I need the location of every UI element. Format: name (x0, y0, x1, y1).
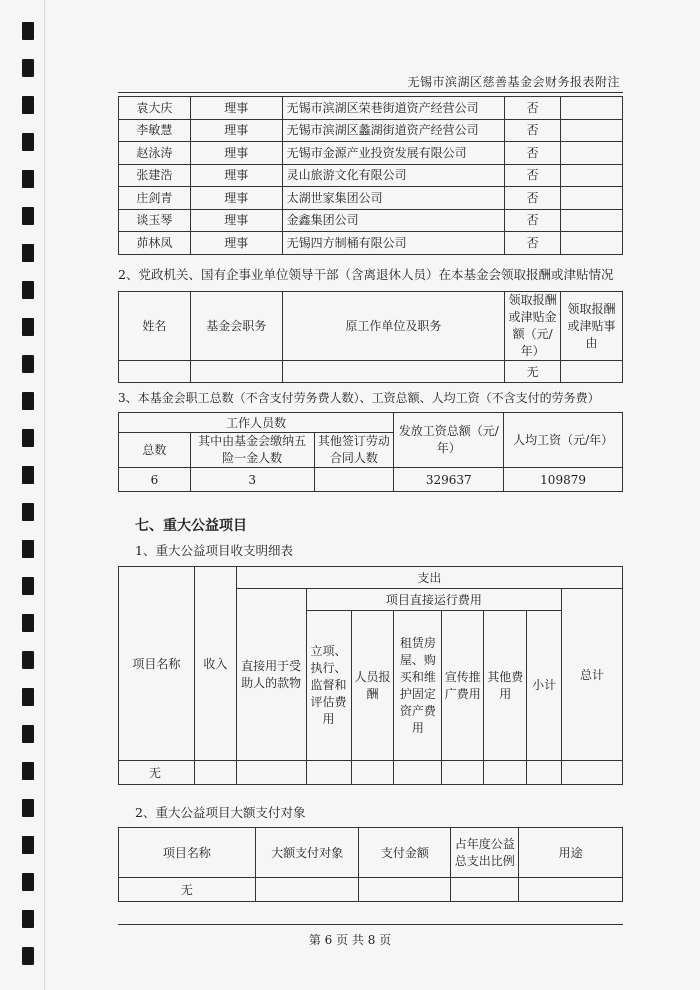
col-promotion: 宣传推广费用 (442, 611, 484, 761)
table-cell: 李敏慧 (119, 119, 191, 142)
binding-ring (22, 355, 34, 373)
table-row (119, 164, 623, 187)
binding-ring (22, 651, 34, 669)
table-cell: 无锡市滨湖区荣巷街道资产经营公司 (282, 97, 505, 120)
expense-header: 支出 (236, 567, 622, 589)
staff-insured-value: 3 (190, 468, 314, 492)
col-position: 基金会职务 (190, 292, 282, 361)
binding-ring (22, 762, 34, 780)
footer-rule (118, 924, 623, 925)
table-cell (561, 97, 623, 120)
binding-ring (22, 244, 34, 262)
binding-ring (22, 466, 34, 484)
col2-project-name: 项目名称 (119, 828, 256, 878)
binding-edge (44, 0, 45, 990)
table-cell: 赵泳涛 (119, 142, 191, 165)
table-row (119, 187, 623, 210)
col2-payee: 大额支付对象 (255, 828, 359, 878)
binding-ring (22, 540, 34, 558)
col-pay-amount: 领取报酬或津贴金额（元/年） (505, 292, 561, 361)
project-name-value: 无 (119, 761, 195, 785)
binding-ring (22, 170, 34, 188)
wage-total-value: 329637 (394, 468, 504, 492)
binding-ring (22, 503, 34, 521)
officials-pay-table (118, 291, 623, 383)
table-cell: 无锡市金源产业投资发展有限公司 (282, 142, 505, 165)
binding-ring (22, 429, 34, 447)
binding-ring (22, 836, 34, 854)
col2-amount: 支付金额 (359, 828, 451, 878)
section3-heading: 3、本基金会职工总数（不含支付劳务费人数）、工资总额、人均工资（不含支付的劳务费） (118, 391, 600, 405)
table-cell: 否 (505, 142, 561, 165)
section7-heading: 七、重大公益项目 (135, 518, 247, 534)
table-cell (561, 232, 623, 255)
staff-wage-table (118, 412, 623, 492)
col-staff-total: 总数 (119, 433, 191, 468)
page-header: 无锡市滨湖区慈善基金会财务报表附注 (407, 75, 620, 89)
col-pay-reason: 领取报酬或津贴事由 (561, 292, 623, 361)
col-staff-insured: 其中由基金会缴纳五险一金人数 (190, 433, 314, 468)
table-cell (561, 209, 623, 232)
col2-ratio: 占年度公益总支出比例 (451, 828, 519, 878)
table-cell: 袁大庆 (119, 97, 191, 120)
table-row (119, 209, 623, 232)
col-grand-total: 总计 (562, 589, 623, 761)
binding-ring (22, 318, 34, 336)
col-income: 收入 (194, 567, 236, 761)
staff-count-header: 工作人员数 (119, 413, 394, 433)
table-cell: 否 (505, 164, 561, 187)
section2-heading: 2、党政机关、国有企事业单位领导干部（含离退休人员）在本基金会领取报酬或津贴情况 (118, 267, 614, 282)
table-cell: 理事 (190, 142, 282, 165)
binding-ring (22, 133, 34, 151)
table-cell (561, 187, 623, 210)
table-cell: 庄剑青 (119, 187, 191, 210)
table-cell: 否 (505, 209, 561, 232)
table-cell: 无锡四方制桶有限公司 (282, 232, 505, 255)
table-cell: 理事 (190, 232, 282, 255)
binding-ring (22, 947, 34, 965)
col-original-unit: 原工作单位及职务 (282, 292, 504, 361)
table-cell: 否 (505, 119, 561, 142)
payment-project-value: 无 (119, 878, 256, 902)
table-cell: 灵山旅游文化有限公司 (282, 164, 505, 187)
page-footer: 第 6 页 共 8 页 (308, 933, 392, 947)
binding-ring (22, 22, 34, 40)
binding-ring (22, 799, 34, 817)
table-cell: 理事 (190, 97, 282, 120)
binding-ring (22, 614, 34, 632)
binding-ring (22, 873, 34, 891)
col-subtotal: 小计 (527, 611, 562, 761)
wage-avg-value: 109879 (504, 468, 623, 492)
col-rent-asset: 租赁房屋、购买和维护固定资产费用 (394, 611, 442, 761)
table-cell: 否 (505, 232, 561, 255)
binding-ring (22, 281, 34, 299)
table-cell (561, 119, 623, 142)
section7-sub2: 2、重大公益项目大额支付对象 (135, 805, 306, 820)
table-cell (561, 164, 623, 187)
col-staff-contract: 其他签订劳动合同人数 (314, 433, 394, 468)
table-cell (561, 142, 623, 165)
col-name: 姓名 (119, 292, 191, 361)
large-payment-table (118, 827, 623, 902)
table-cell: 否 (505, 187, 561, 210)
binding-ring (22, 725, 34, 743)
spiral-binding (0, 0, 46, 990)
table-cell: 金鑫集团公司 (282, 209, 505, 232)
table-cell: 否 (505, 97, 561, 120)
col-direct-aid: 直接用于受助人的款物 (236, 589, 306, 761)
pay-amount-value: 无 (505, 361, 561, 383)
binding-ring (22, 392, 34, 410)
binding-ring (22, 910, 34, 928)
project-finance-table (118, 566, 623, 785)
col-wage-total: 发放工资总额（元/年） (394, 413, 504, 468)
binding-ring (22, 577, 34, 595)
table-cell: 张建浩 (119, 164, 191, 187)
col-other-cost: 其他费用 (484, 611, 527, 761)
binding-ring (22, 688, 34, 706)
col-wage-avg: 人均工资（元/年） (504, 413, 623, 468)
staff-total-value: 6 (119, 468, 191, 492)
table-cell: 无锡市滨湖区蠡湖街道资产经营公司 (282, 119, 505, 142)
table-cell: 谈玉琴 (119, 209, 191, 232)
table-cell: 理事 (190, 164, 282, 187)
direct-cost-header: 项目直接运行费用 (306, 589, 562, 611)
table-row (119, 142, 623, 165)
table-cell: 太湖世家集团公司 (282, 187, 505, 210)
table-cell: 理事 (190, 119, 282, 142)
col2-use: 用途 (519, 828, 623, 878)
section7-sub1: 1、重大公益项目收支明细表 (135, 543, 293, 558)
col-mgmt-cost: 立项、执行、监督和评估费用 (306, 611, 351, 761)
binding-ring (22, 96, 34, 114)
table-row (119, 119, 623, 142)
table-cell: 理事 (190, 187, 282, 210)
binding-ring (22, 207, 34, 225)
header-rule (118, 92, 623, 93)
staff-contract-value (314, 468, 394, 492)
col-project-name: 项目名称 (119, 567, 195, 761)
table-row (119, 97, 623, 120)
table-cell: 茆林凤 (119, 232, 191, 255)
binding-ring (22, 59, 34, 77)
table-row (119, 232, 623, 255)
board-members-table (118, 96, 623, 255)
col-staff-pay: 人员报酬 (351, 611, 394, 761)
table-cell: 理事 (190, 209, 282, 232)
